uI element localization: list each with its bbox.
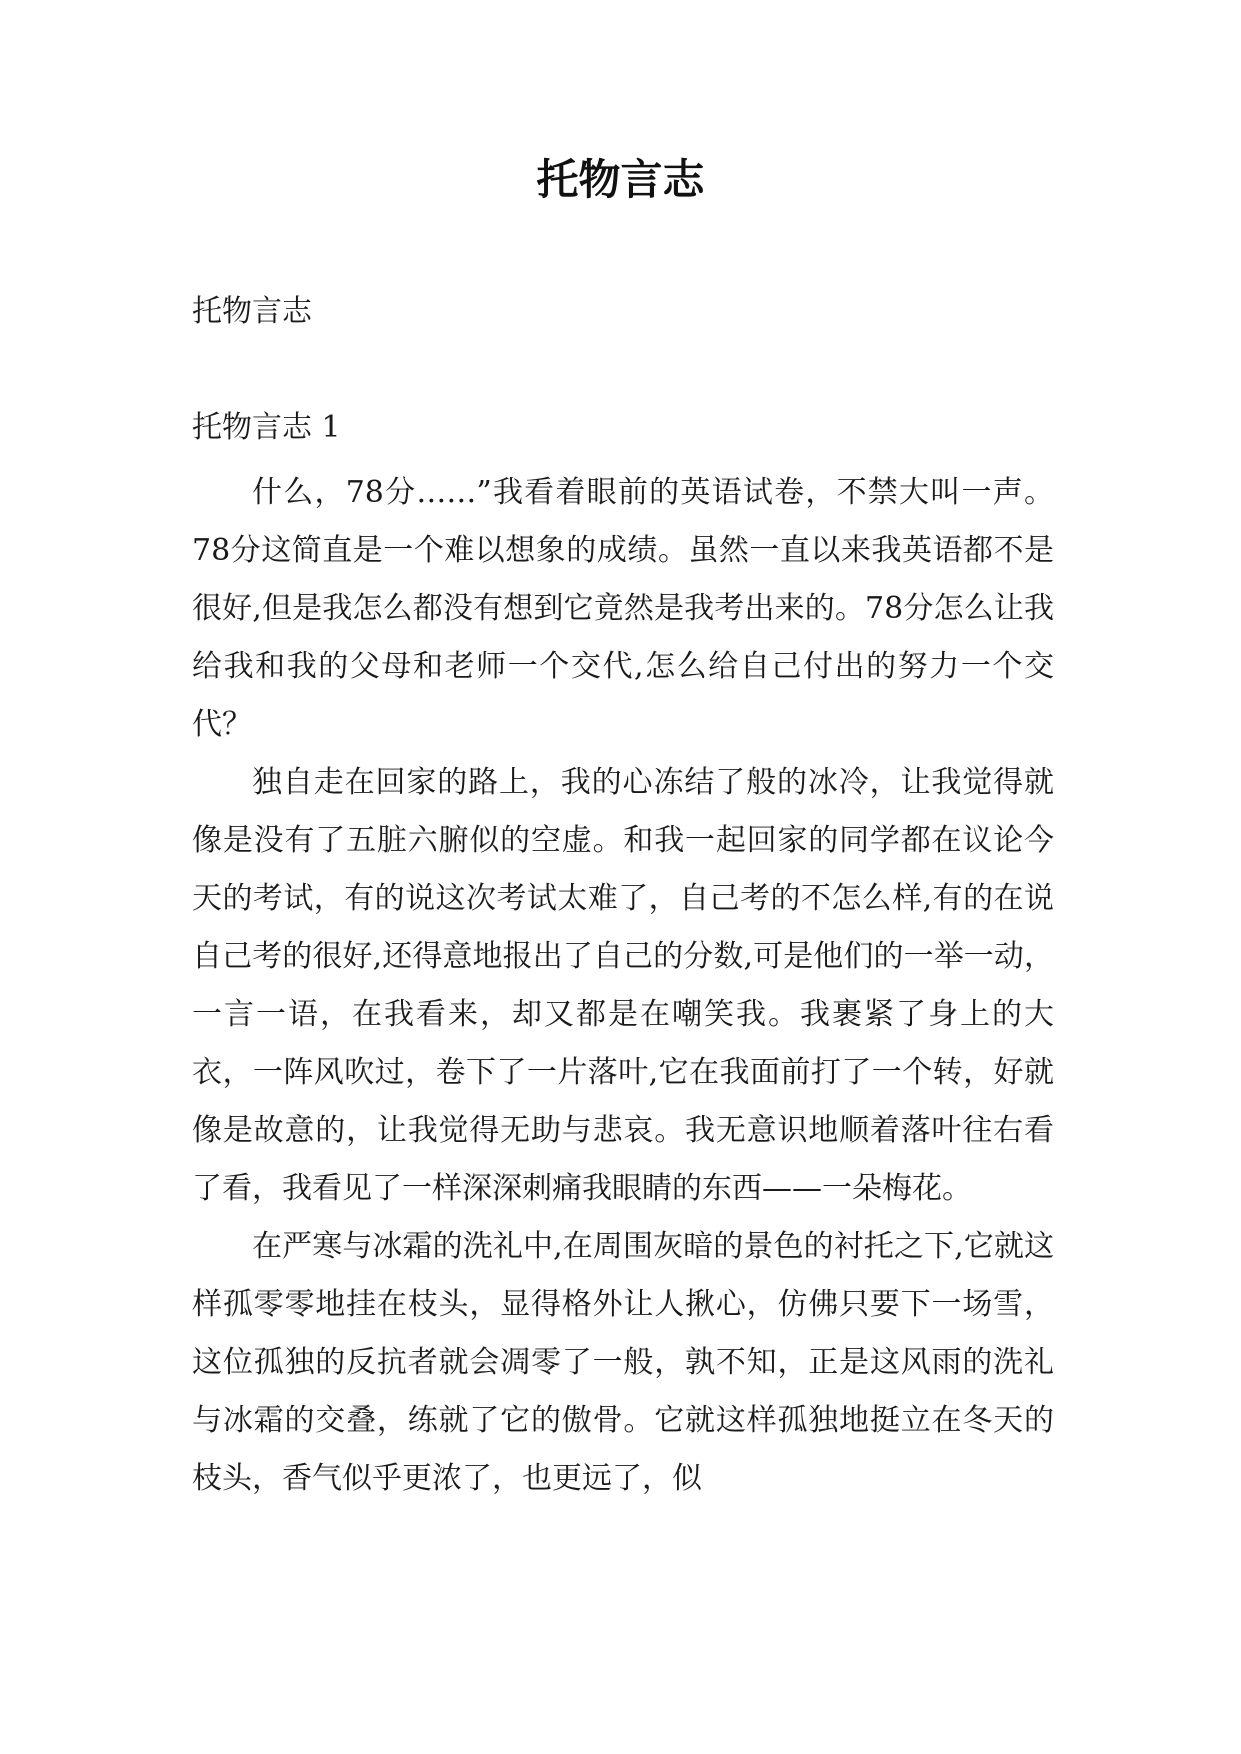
paragraph: 在严寒与冰霜的洗礼中,在周围灰暗的景色的衬托之下,它就这样孤零零地挂在枝头，显得格外让人揪心，仿佛只要下一场雪，这位孤独的反抗者就会凋零了一般，孰不知，正是这风雨的洗礼与冰霜的交叠，练就了它的傲骨。它就这样孤独地挺立在冬天的枝头，香气似乎更浓了，也更远了，似 (192, 1229, 1054, 1496)
document-subtitle: 托物言志 (192, 294, 312, 329)
paragraph: 独自走在回家的路上，我的心冻结了般的冰冷，让我觉得就像是没有了五脏六腑似的空虚。和我一起回家的同学都在议论今天的考试，有的说这次考试太难了，自己考的不怎么样,有的在说自己考的很好,还得意地报出了自己的分数,可是他们的一举一动，一言一语，在我看来，却又都是在嘲笑我。我裹紧了身上的大衣，一阵风吹过，卷下了一片落叶,它在我面前打了一个转，好就像是故意的，让我觉得无助与悲哀。我无意识地顺着落叶往右看了看，我看见了一样深深刺痛我眼睛的东西——一朵梅花。 (192, 765, 1054, 1206)
document-body (192, 464, 1054, 1508)
section-heading: 托物言志 1 (192, 410, 341, 445)
document-title: 托物言志 (536, 155, 705, 204)
paragraph: 什么，78分……”我看着眼前的英语试卷，不禁大叫一声。78分这简直是一个难以想象的成绩。虽然一直以来我英语都不是很好,但是我怎么都没有想到它竟然是我考出来的。78分怎么让我给我和我的父母和老师一个交代,怎么给自己付出的努力一个交代？ (192, 475, 1054, 742)
